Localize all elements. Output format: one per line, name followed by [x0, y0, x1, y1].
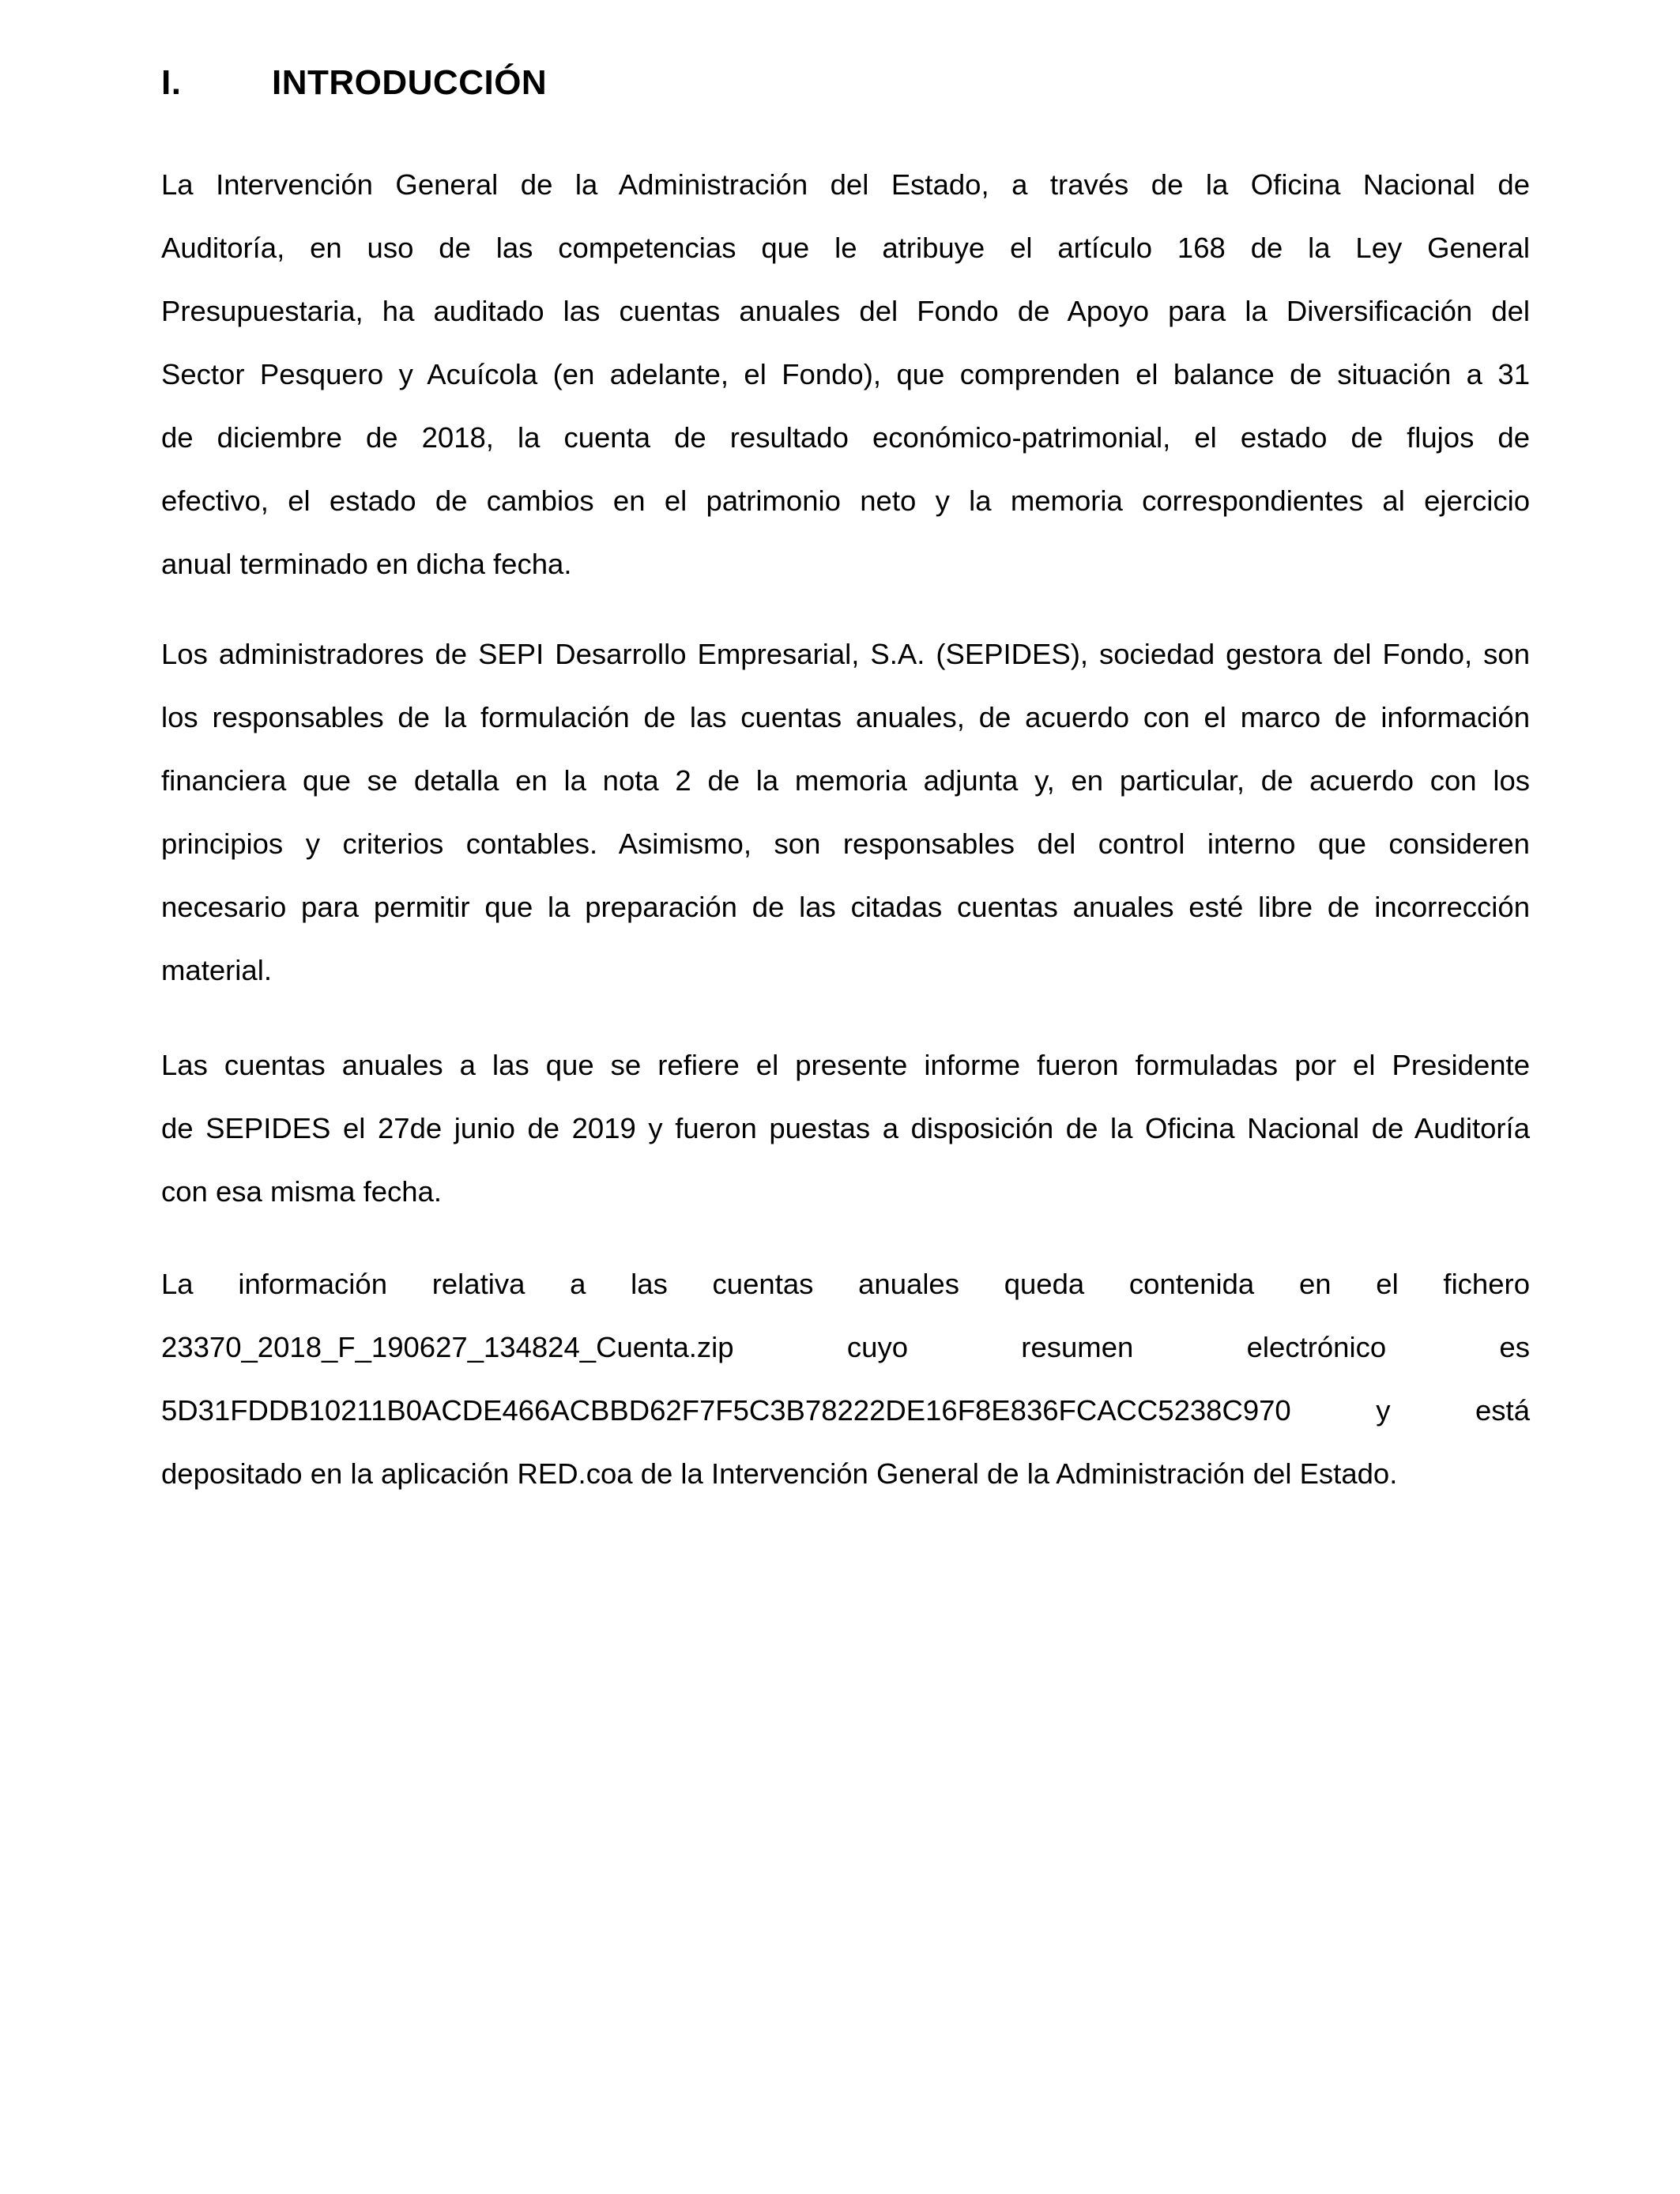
paragraph-line: Presupuestaria, ha auditado las cuentas anuales del Fondo de Apoyo para la Diversificación del	[161, 295, 1530, 327]
paragraph-line: Los administradores de SEPI Desarrollo Empresarial, S.A. (SEPIDES), sociedad gestora del Fondo, son	[161, 638, 1530, 670]
paragraph-4	[161, 1253, 1530, 1506]
paragraph-line: necesario para permitir que la preparación de las citadas cuentas anuales esté libre de incorrección	[161, 891, 1530, 923]
paragraph-line: de diciembre de 2018, la cuenta de resultado económico-patrimonial, el estado de flujos de	[161, 421, 1530, 454]
paragraph-line: Sector Pesquero y Acuícola (en adelante, el Fondo), que comprenden el balance de situación a 31	[161, 358, 1530, 390]
paragraph-line: los responsables de la formulación de las cuentas anuales, de acuerdo con el marco de información	[161, 701, 1530, 733]
paragraph-line: Las cuentas anuales a las que se refiere el presente informe fueron formuladas por el Presidente	[161, 1049, 1530, 1081]
paragraph-line: con esa misma fecha.	[161, 1175, 443, 1208]
paragraph-line: depositado en la aplicación RED.coa de la Intervención General de la Administración del Estado.	[161, 1457, 1398, 1490]
section-number: I.	[161, 63, 182, 102]
paragraph-line: 23370_2018_F_190627_134824_Cuenta.zip cuyo resumen electrónico es	[161, 1331, 1530, 1363]
paragraph-1	[161, 153, 1530, 596]
paragraph-line: principios y criterios contables. Asimismo, son responsables del control interno que consideren	[161, 827, 1530, 860]
paragraph-line: material.	[161, 954, 272, 986]
paragraph-line: efectivo, el estado de cambios en el patrimonio neto y la memoria correspondientes al ejercicio	[161, 484, 1530, 517]
section-title: INTRODUCCIÓN	[272, 63, 548, 102]
paragraph-line: 5D31FDDB10211B0ACDE466ACBBD62F7F5C3B78222DE16F8E836FCACC5238C970 y está	[161, 1394, 1530, 1427]
paragraph-2	[161, 623, 1530, 1002]
paragraph-line: La Intervención General de la Administración del Estado, a través de la Oficina Nacional de	[161, 168, 1530, 201]
paragraph-line: anual terminado en dicha fecha.	[161, 548, 572, 580]
paragraph-line: financiera que se detalla en la nota 2 de la memoria adjunta y, en particular, de acuerdo con los	[161, 764, 1530, 797]
section-heading	[161, 55, 547, 111]
paragraph-3	[161, 1034, 1530, 1223]
paragraph-line: Auditoría, en uso de las competencias que le atribuye el artículo 168 de la Ley General	[161, 232, 1530, 264]
paragraph-line: La información relativa a las cuentas anuales queda contenida en el fichero	[161, 1268, 1530, 1300]
paragraph-line: de SEPIDES el 27de junio de 2019 y fueron puestas a disposición de la Oficina Nacional de Auditoría	[161, 1112, 1530, 1144]
